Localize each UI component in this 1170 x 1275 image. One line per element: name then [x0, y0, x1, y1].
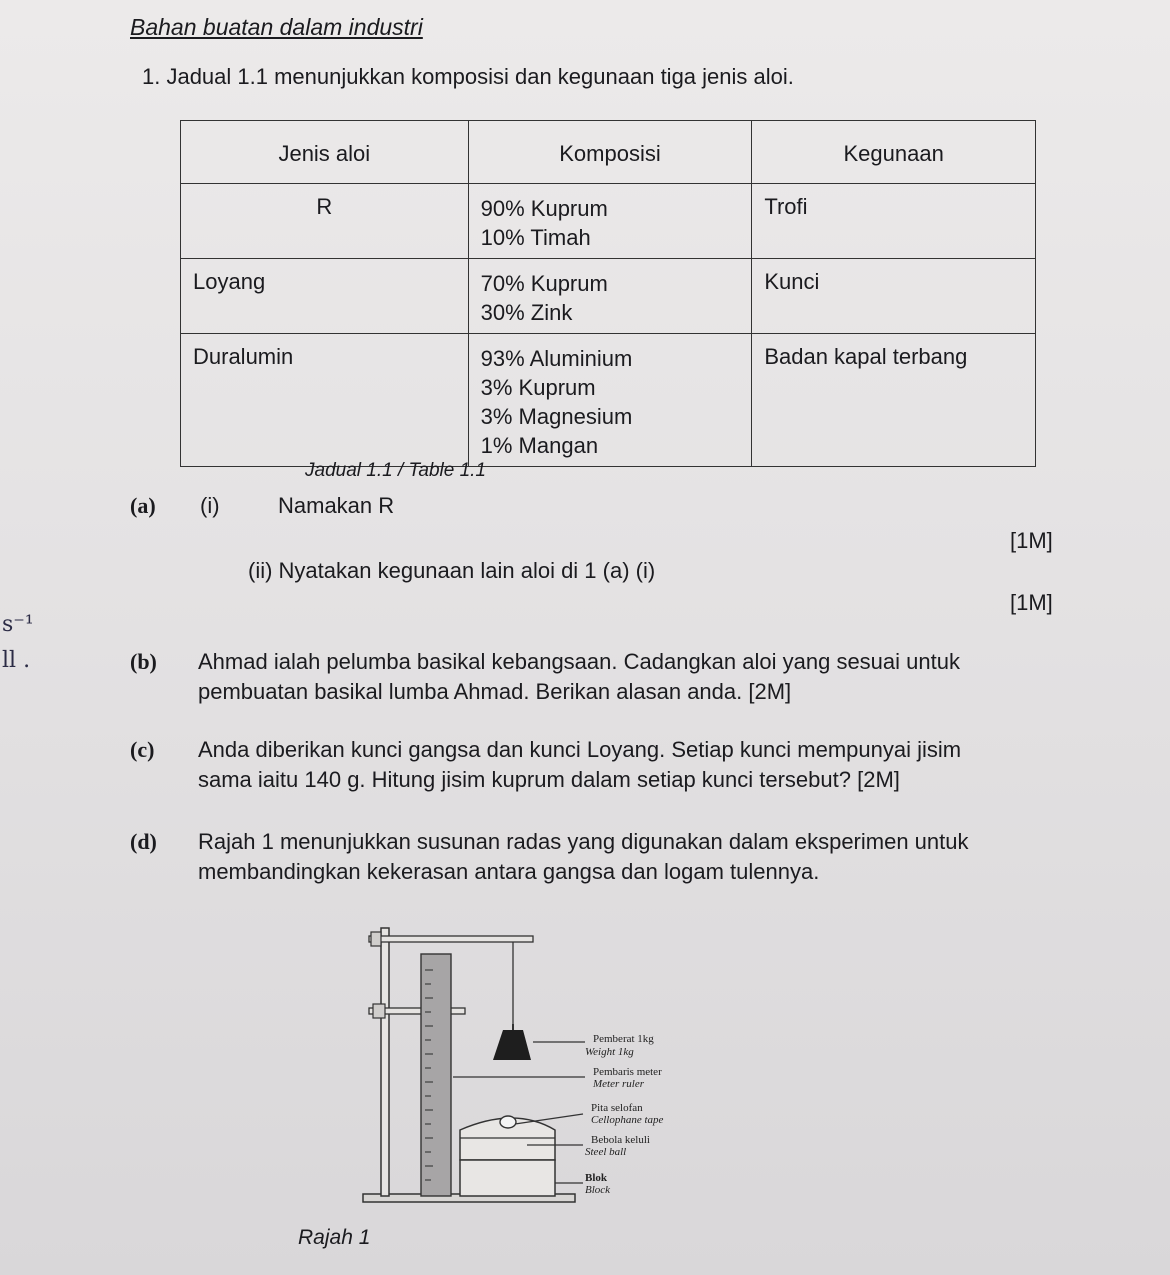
page-heading: Bahan buatan dalam industri: [130, 14, 423, 40]
composition-item: 90% Kuprum: [480, 196, 608, 221]
alloy-composition: [468, 259, 752, 334]
part-d-line: membandingkan kekerasan antara gangsa dan logam tulennya.: [198, 859, 820, 884]
header-komposisi: Komposisi: [468, 121, 752, 184]
alloy-use: Badan kapal terbang: [752, 334, 1036, 467]
weight-1kg: [493, 1030, 531, 1060]
part-c-label: (c): [130, 737, 155, 762]
alloy-name: R: [181, 184, 469, 259]
label-ruler-en: Meter ruler: [593, 1078, 645, 1090]
part-d-label: (d): [130, 829, 157, 854]
alloy-use: Trofi: [752, 184, 1036, 259]
part-a-i-label: (i): [200, 493, 220, 518]
alloy-table: [180, 120, 1036, 467]
label-weight-en: Weight 1kg: [585, 1046, 634, 1058]
label-ball-en: Steel ball: [585, 1146, 627, 1158]
alloy-name: Duralumin: [181, 334, 469, 467]
label-tape-en: Cellophane tape: [591, 1114, 664, 1126]
label-ruler-ms: Pembaris meter: [593, 1066, 662, 1078]
steel-ball: [500, 1116, 516, 1128]
meter-ruler: [421, 954, 451, 1196]
part-b-label: (b): [130, 649, 157, 674]
label-tape-ms: Pita selofan: [591, 1102, 643, 1114]
part-a-i-question: Namakan R: [278, 493, 395, 518]
part-a-ii-marks: [1M]: [1010, 590, 1053, 615]
part-c-line: sama iaitu 140 g. Hitung jisim kuprum dalam setiap kunci tersebut? [2M]: [198, 767, 900, 792]
boss-head: [371, 932, 381, 946]
composition-item: 3% Kuprum: [480, 375, 596, 400]
question-1-intro: 1. Jadual 1.1 menunjukkan komposisi dan kegunaan tiga jenis aloi.: [142, 64, 794, 89]
clamp-head: [373, 1004, 385, 1018]
table-row: [181, 184, 1036, 259]
part-b-line: Ahmad ialah pelumba basikal kebangsaan. Cadangkan aloi yang sesuai untuk: [198, 649, 960, 674]
label-weight-ms: Pemberat 1kg: [593, 1033, 654, 1045]
composition-item: 1% Mangan: [480, 433, 599, 458]
stand-rod: [381, 928, 389, 1196]
alloy-use: Kunci: [752, 259, 1036, 334]
part-d-line: Rajah 1 menunjukkan susunan radas yang digunakan dalam eksperimen untuk: [198, 829, 969, 854]
composition-item: 30% Zink: [480, 300, 573, 325]
margin-note: s⁻¹: [2, 612, 34, 637]
label-block-en: Block: [585, 1184, 611, 1196]
part-d-question: [198, 827, 1078, 887]
part-a-label: (a): [130, 493, 156, 518]
alloy-name: Loyang: [181, 259, 469, 334]
stand-arm: [369, 936, 533, 942]
composition-item: 3% Magnesium: [480, 404, 633, 429]
table-caption: Jadual 1.1 / Table 1.1: [305, 460, 486, 481]
composition-item: 10% Timah: [480, 225, 591, 250]
apparatus-diagram: [355, 920, 705, 1210]
alloy-composition: [468, 184, 752, 259]
table-header-row: [181, 121, 1036, 184]
part-c-question: [198, 735, 1078, 795]
part-b-line: pembuatan basikal lumba Ahmad. Berikan alasan anda. [2M]: [198, 679, 792, 704]
table-row: [181, 259, 1036, 334]
diagram-caption: Rajah 1: [298, 1226, 371, 1249]
part-c-line: Anda diberikan kunci gangsa dan kunci Loyang. Setiap kunci mempunyai jisim: [198, 737, 962, 762]
part-b-question: [198, 647, 1078, 707]
header-jenis-aloi: Jenis aloi: [181, 121, 469, 184]
composition-item: 93% Aluminium: [480, 346, 633, 371]
margin-note: ll .: [2, 648, 31, 673]
header-kegunaan: Kegunaan: [752, 121, 1036, 184]
label-block-ms: Blok: [585, 1172, 608, 1184]
part-a-i-marks: [1M]: [1010, 528, 1053, 553]
part-a-ii-question: (ii) Nyatakan kegunaan lain aloi di 1 (a) (i): [248, 558, 656, 583]
alloy-composition: [468, 334, 752, 467]
table-row: [181, 334, 1036, 467]
composition-item: 70% Kuprum: [480, 271, 608, 296]
label-ball-ms: Bebola keluli: [591, 1134, 650, 1146]
